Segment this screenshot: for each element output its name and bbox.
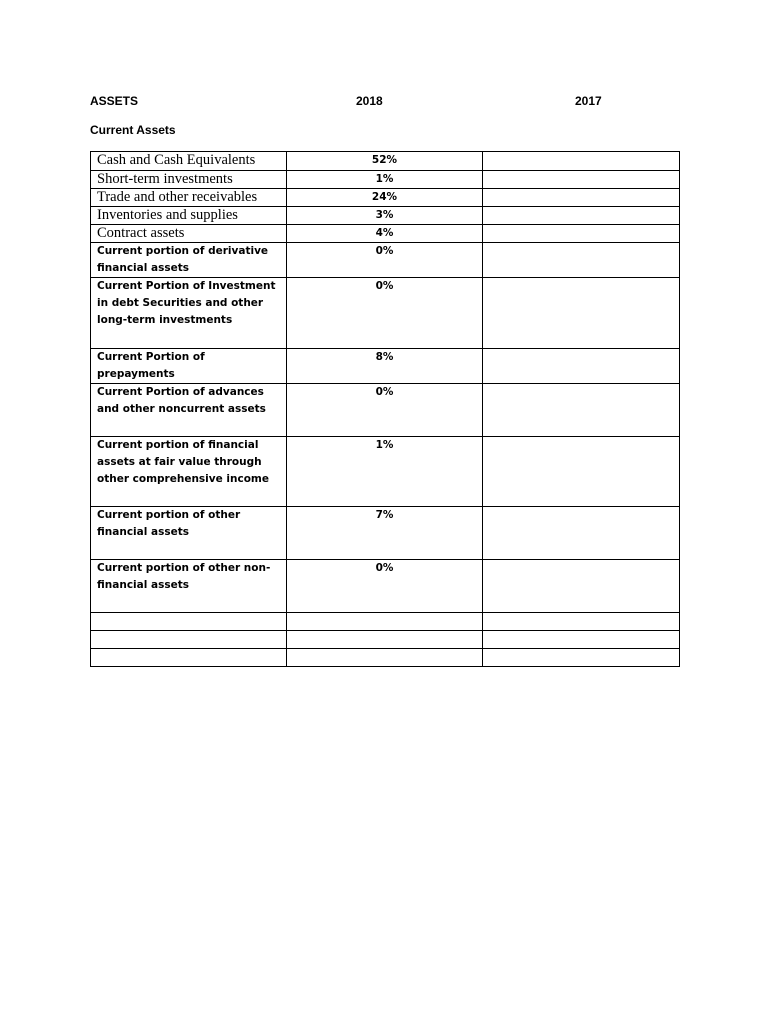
row-label: Trade and other receivables xyxy=(91,189,287,207)
table-row xyxy=(91,560,680,613)
current-assets-heading: Current Assets xyxy=(90,123,176,137)
value-2018: 3% xyxy=(287,207,483,225)
value-2017 xyxy=(483,152,680,171)
value-2018: 8% xyxy=(287,349,483,384)
value-2017 xyxy=(483,207,680,225)
table-row xyxy=(91,384,680,437)
table-row xyxy=(91,189,680,207)
value-2017 xyxy=(483,171,680,189)
assets-heading: ASSETS xyxy=(90,94,139,108)
table-row xyxy=(91,207,680,225)
table-row xyxy=(91,507,680,560)
value-2018: 0% xyxy=(287,278,483,349)
value-2017 xyxy=(483,560,680,613)
value-2017 xyxy=(483,278,680,349)
value-2018: 1% xyxy=(287,171,483,189)
value-2017 xyxy=(483,243,680,278)
table-row xyxy=(91,225,680,243)
table-row xyxy=(91,437,680,507)
value-2018: 0% xyxy=(287,243,483,278)
row-label xyxy=(91,613,287,631)
value-2018: 7% xyxy=(287,507,483,560)
row-label xyxy=(91,631,287,649)
table-row xyxy=(91,631,680,649)
table-row xyxy=(91,649,680,667)
year-2018-heading: 2018 xyxy=(356,94,383,108)
row-label xyxy=(91,649,287,667)
value-2018: 24% xyxy=(287,189,483,207)
value-2018: 4% xyxy=(287,225,483,243)
value-2017 xyxy=(483,349,680,384)
value-2017 xyxy=(483,189,680,207)
year-2017-heading: 2017 xyxy=(575,94,602,108)
row-label: Current portion of other financial assets xyxy=(91,507,287,560)
row-label: Current portion of other non-financial assets xyxy=(91,560,287,613)
row-label: Current portion of financial assets at fair value through other comprehensive income xyxy=(91,437,287,507)
value-2017 xyxy=(483,649,680,667)
value-2018: 1% xyxy=(287,437,483,507)
current-assets-table xyxy=(90,151,680,667)
value-2017 xyxy=(483,613,680,631)
value-2018 xyxy=(287,613,483,631)
row-label: Current Portion of prepayments xyxy=(91,349,287,384)
row-label: Current Portion of advances and other noncurrent assets xyxy=(91,384,287,437)
table-row xyxy=(91,349,680,384)
table-row xyxy=(91,152,680,171)
table-row xyxy=(91,243,680,278)
row-label: Cash and Cash Equivalents xyxy=(91,152,287,171)
value-2017 xyxy=(483,507,680,560)
row-label: Current portion of derivative financial assets xyxy=(91,243,287,278)
table-row xyxy=(91,171,680,189)
row-label: Contract assets xyxy=(91,225,287,243)
value-2018: 0% xyxy=(287,560,483,613)
table-row xyxy=(91,278,680,349)
value-2018 xyxy=(287,631,483,649)
value-2017 xyxy=(483,384,680,437)
value-2018 xyxy=(287,649,483,667)
value-2017 xyxy=(483,225,680,243)
row-label: Current Portion of Investment in debt Securities and other long-term investments xyxy=(91,278,287,349)
value-2018: 0% xyxy=(287,384,483,437)
row-label: Short-term investments xyxy=(91,171,287,189)
row-label: Inventories and supplies xyxy=(91,207,287,225)
value-2017 xyxy=(483,437,680,507)
table-row xyxy=(91,613,680,631)
value-2017 xyxy=(483,631,680,649)
value-2018: 52% xyxy=(287,152,483,171)
